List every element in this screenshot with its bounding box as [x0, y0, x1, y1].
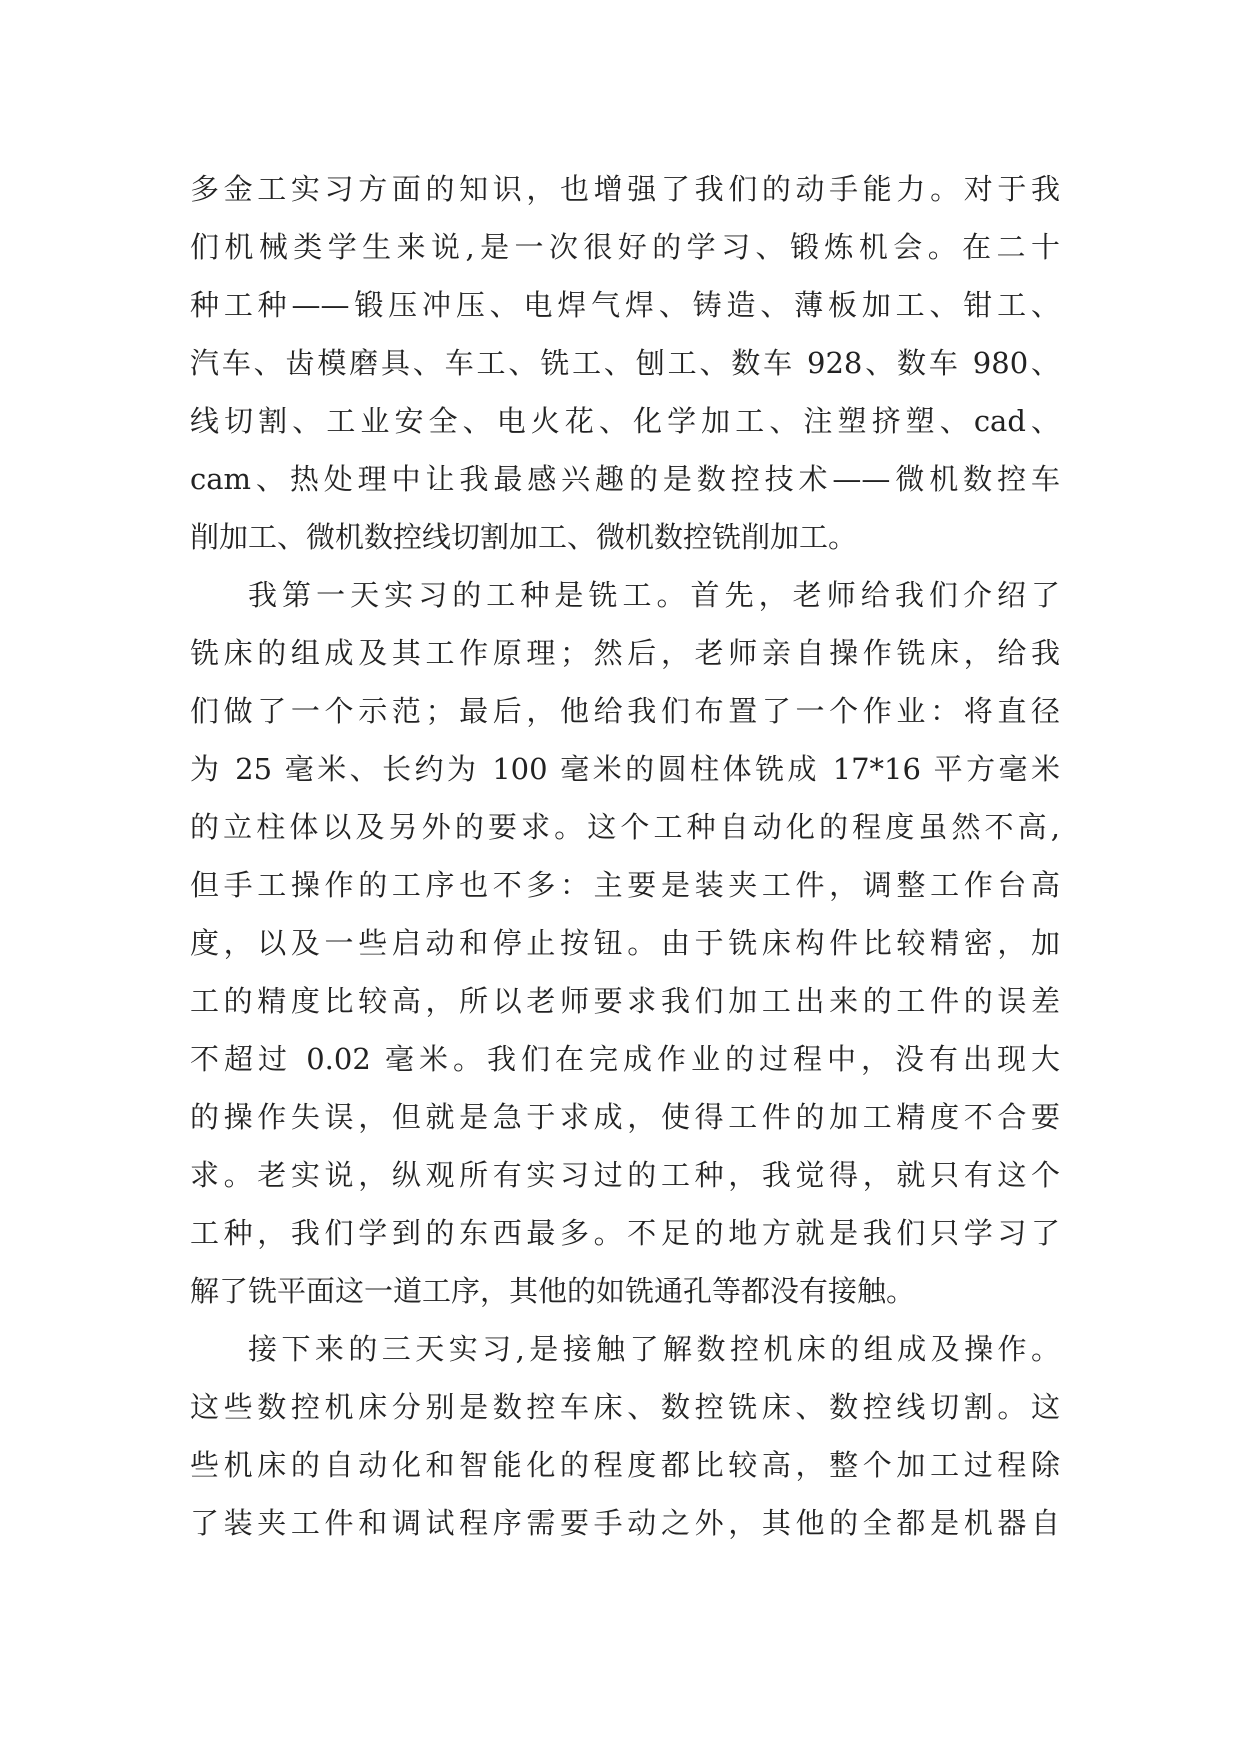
text-line: 但手工操作的工序也不多：主要是装夹工件，调整工作台高: [190, 868, 1060, 902]
text-line: 为 25 毫米、长约为 100 毫米的圆柱体铣成 17*16 平方毫米: [190, 752, 1060, 786]
text-line: 多金工实习方面的知识，也增强了我们的动手能力。对于我: [190, 172, 1060, 206]
text-line: 种工种——锻压冲压、电焊气焊、铸造、薄板加工、钳工、: [190, 288, 1060, 322]
paragraph: [190, 1320, 1060, 1552]
text-line: 这些数控机床分别是数控车床、数控铣床、数控线切割。这: [190, 1390, 1060, 1424]
text-line: 的立柱体以及另外的要求。这个工种自动化的程度虽然不高,: [190, 810, 1060, 844]
text-line: 些机床的自动化和智能化的程度都比较高，整个加工过程除: [190, 1448, 1060, 1482]
text-line: 了装夹工件和调试程序需要手动之外，其他的全都是机器自: [190, 1506, 1060, 1540]
text-line: 铣床的组成及其工作原理；然后，老师亲自操作铣床，给我: [190, 636, 1060, 670]
text-line: 汽车、齿模磨具、车工、铣工、刨工、数车 928、数车 980、: [190, 346, 1060, 380]
text-line: 线切割、工业安全、电火花、化学加工、注塑挤塑、cad、: [190, 404, 1060, 438]
text-line: 们做了一个示范；最后，他给我们布置了一个作业：将直径: [190, 694, 1060, 728]
text-line: 们机械类学生来说,是一次很好的学习、锻炼机会。在二十: [190, 230, 1060, 264]
text-line: 工的精度比较高，所以老师要求我们加工出来的工件的误差: [190, 984, 1060, 1018]
text-line: 不超过 0.02 毫米。我们在完成作业的过程中，没有出现大: [190, 1042, 1060, 1076]
text-line: 的操作失误，但就是急于求成，使得工件的加工精度不合要: [190, 1100, 1060, 1134]
paragraph: [190, 566, 1060, 1320]
paragraph: [190, 160, 1060, 566]
text-line: 我第一天实习的工种是铣工。首先，老师给我们介绍了: [248, 578, 1060, 612]
text-line: 度，以及一些启动和停止按钮。由于铣床构件比较精密，加: [190, 926, 1060, 960]
text-line: 求。老实说，纵观所有实习过的工种，我觉得，就只有这个: [190, 1158, 1060, 1192]
text-line: 工种，我们学到的东西最多。不足的地方就是我们只学习了: [190, 1216, 1060, 1250]
text-line: 削加工、微机数控线切割加工、微机数控铣削加工。: [190, 520, 858, 554]
text-line: 解了铣平面这一道工序，其他的如铣通孔等都没有接触。: [190, 1274, 916, 1308]
text-line: cam、热处理中让我最感兴趣的是数控技术——微机数控车: [190, 462, 1060, 496]
document-body: [190, 160, 1060, 1552]
text-line: 接下来的三天实习,是接触了解数控机床的组成及操作。: [248, 1332, 1060, 1366]
